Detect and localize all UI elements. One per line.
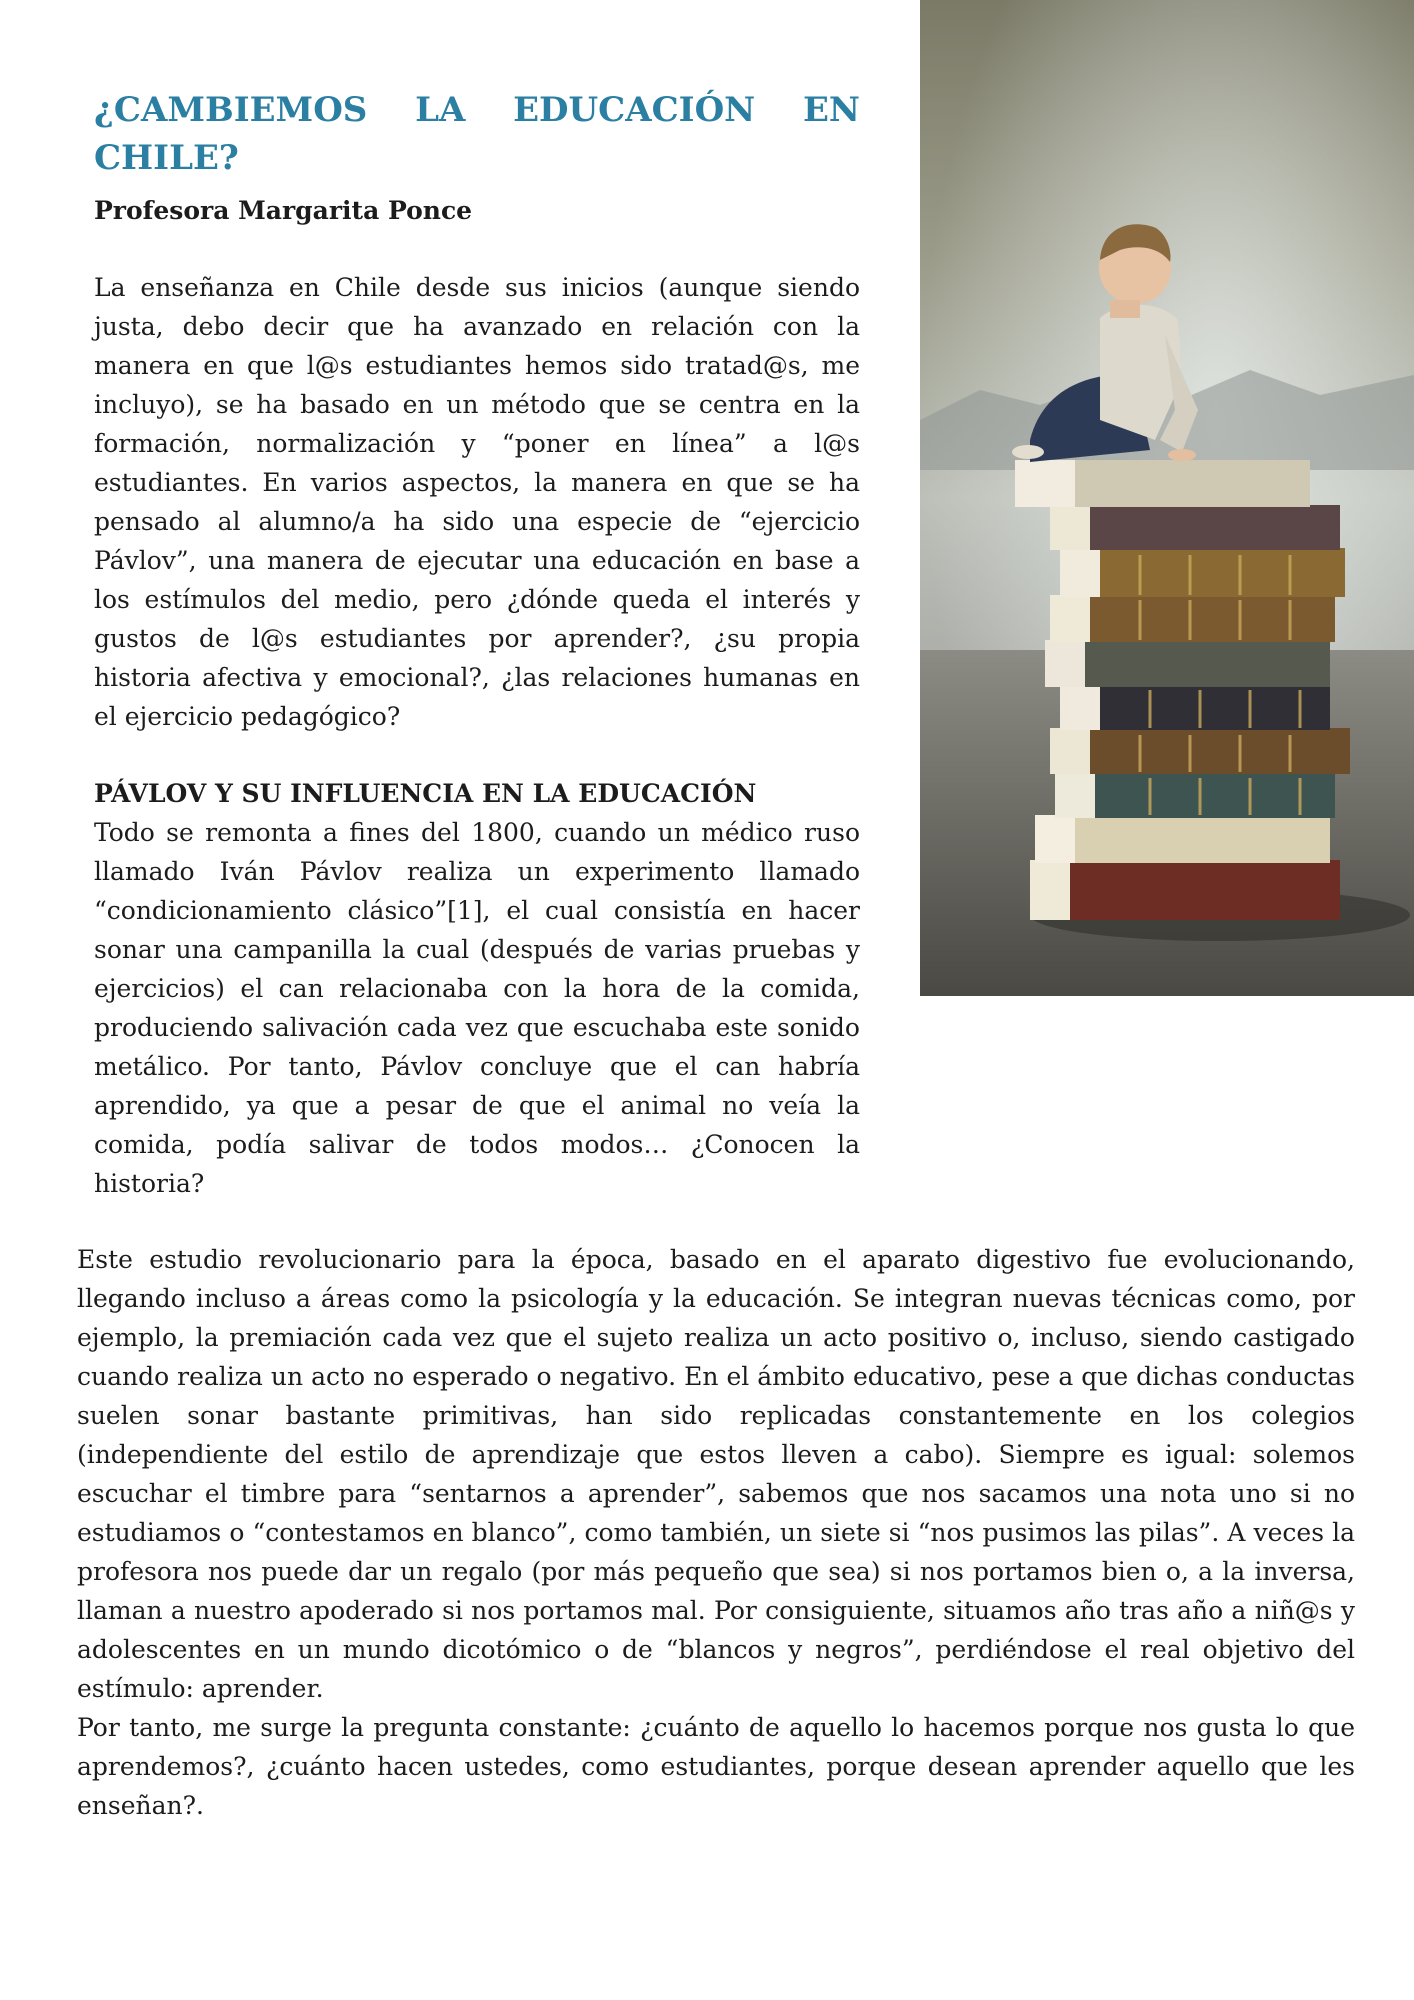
book-stack (1015, 460, 1350, 920)
title-second-line: CHILE? (94, 138, 239, 178)
article-title (94, 86, 860, 182)
full-width-body (77, 1240, 1355, 1825)
title-first-line (94, 86, 860, 134)
title-word: LA (415, 90, 466, 130)
body-paragraph-1: Este estudio revolucionario para la época, basado en el aparato digestivo fue evolucionando, llegando incluso a áreas como la psicología y la educación. Se integran nuevas técnicas como, por ejemplo, la premiación cada vez que el sujeto realiza un acto positivo o, incluso, siendo castigado cuando realiza un acto no esperado o negativo. En el ámbito educativo, pese a que dichas conductas suelen sonar bastante primitivas, han sido replicadas constantemente en los colegios (independiente del estilo de aprendizaje que estos lleven a cabo). Siempre es igual: solemos escuchar el timbre para “sentarnos a aprender”, sabemos que nos sacamos una nota uno si no estudiamos o “contestamos en blanco”, como también, un siete si “nos pusimos las pilas”. A veces la profesora nos puede dar un regalo (por más pequeño que sea) si nos portamos bien o, a la inversa, llaman a nuestro apoderado si nos portamos mal. Por consiguiente, situamos año tras año a niñ@s y adolescentes en un mundo dicotómico o de “blancos y negros”, perdiéndose el real objetivo del estímulo: aprender. (77, 1245, 1355, 1703)
section-heading: PÁVLOV Y SU INFLUENCIA EN LA EDUCACIÓN (94, 779, 757, 808)
title-word: EDUCACIÓN (513, 90, 756, 130)
title-word: ¿CAMBIEMOS (94, 90, 368, 130)
section-paragraph: Todo se remonta a fines del 1800, cuando un médico ruso llamado Iván Pávlov realiza un experimento llamado “condicionamiento clásico”[1], el cual consistía en hacer sonar una campanilla la cual (después de varias pruebas y ejercicios) el can relacionaba con la hora de la comida, produciendo salivación cada vez que escuchaba este sonido metálico. Por tanto, Pávlov concluye que el can habría aprendido, ya que a pesar de que el animal no veía la comida, podía salivar de todos modos… ¿Conocen la historia? (94, 818, 860, 1198)
intro-paragraph: La enseñanza en Chile desde sus inicios (aunque siendo justa, debo decir que ha avanzado en relación con la manera en que l@s estudiantes hemos sido tratad@s, me incluyo), se ha basado en un método que se centra en la formación, normalización y “poner en línea” a l@s estudiantes. En varios aspectos, la manera en que se ha pensado al alumno/a ha sido una especie de “ejercicio Pávlov”, una manera de ejecutar una educación en base a los estímulos del medio, pero ¿dónde queda el interés y gustos de l@s estudiantes por aprender?, ¿su propia historia afectiva y emocional?, ¿las relaciones humanas en el ejercicio pedagógico? (94, 273, 860, 731)
author-name: Profesora Margarita Ponce (94, 196, 473, 225)
boy-on-books-photo (920, 0, 1414, 996)
body-paragraph-2: Por tanto, me surge la pregunta constante: ¿cuánto de aquello lo hacemos porque nos gusta lo que aprendemos?, ¿cuánto hacen ustedes, como estudiantes, porque desean aprender aquello que les enseñan?. (77, 1713, 1355, 1820)
article-column (94, 86, 860, 1203)
title-word: EN (802, 90, 860, 130)
